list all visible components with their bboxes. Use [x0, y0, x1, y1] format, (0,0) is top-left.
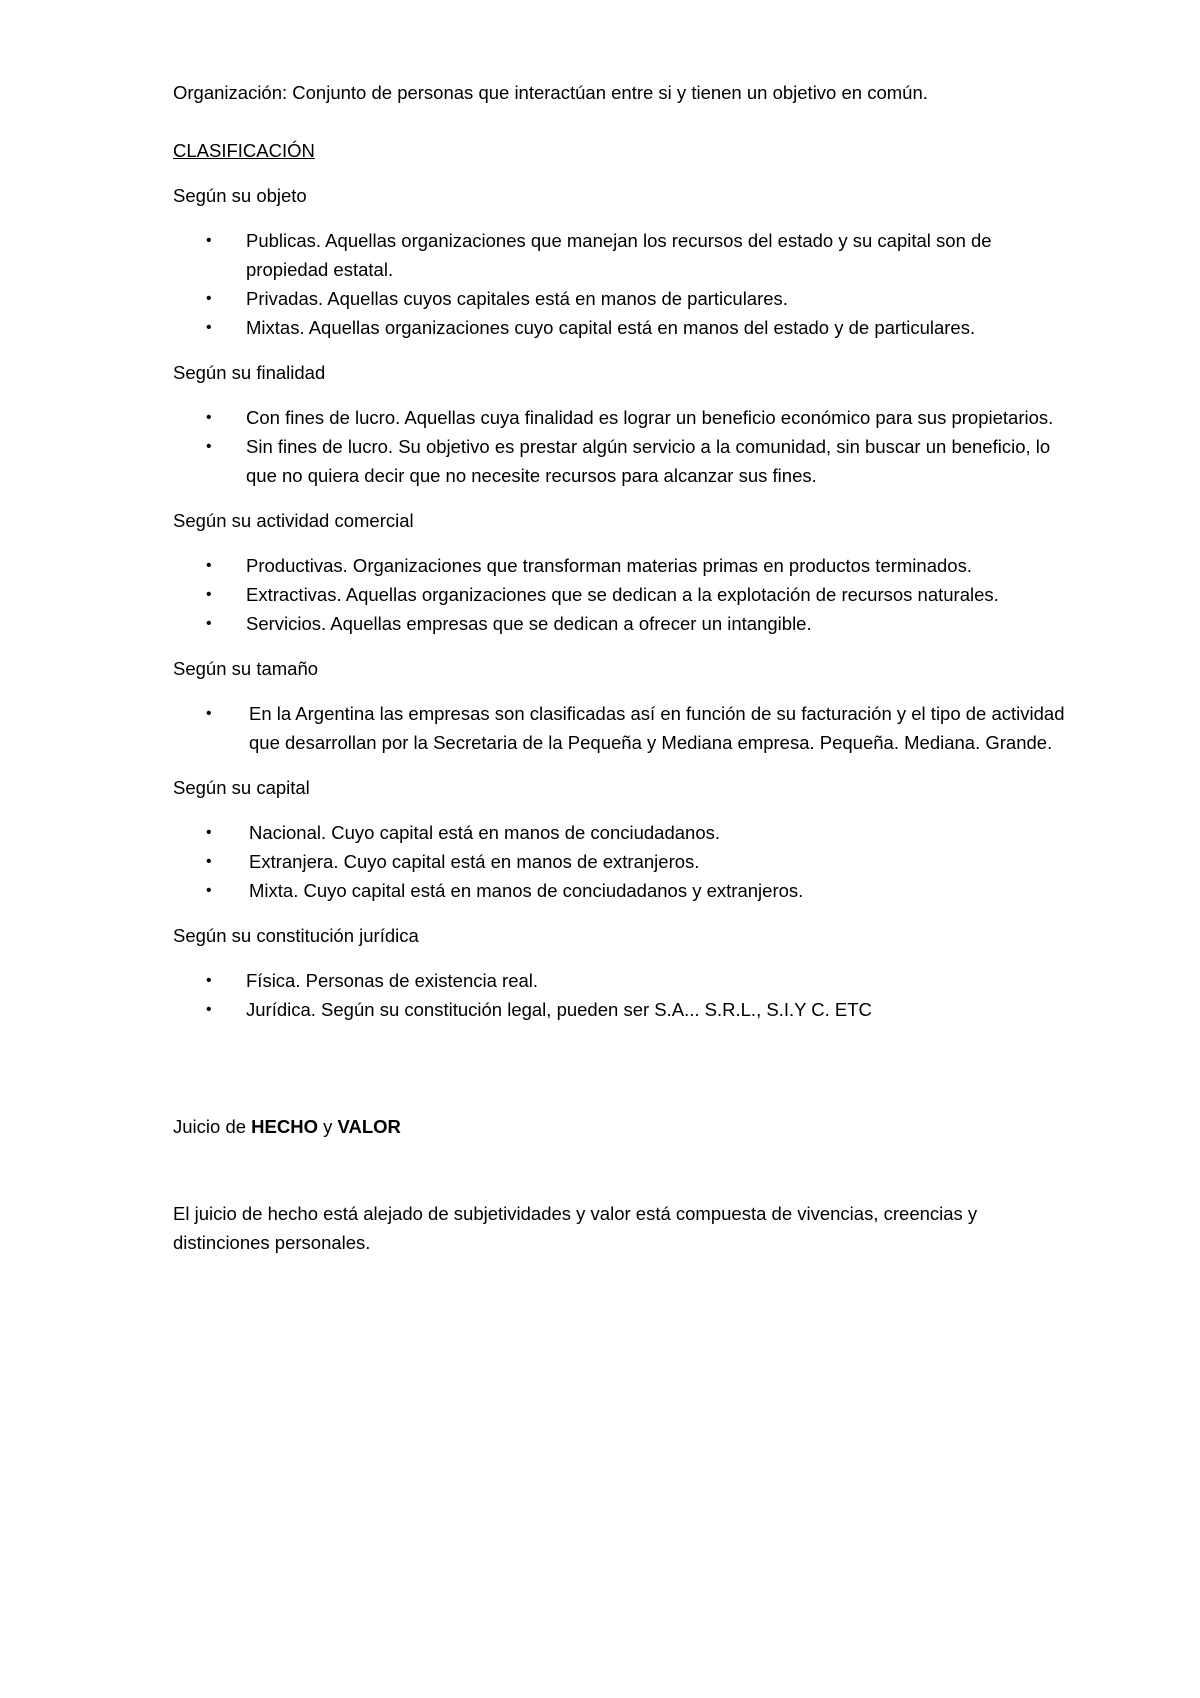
- bullet-list-capital: [173, 818, 1073, 905]
- section-title-finalidad: Según su finalidad: [173, 362, 326, 383]
- judgement-paragraph: El juicio de hecho está alejado de subjetividades y valor está compuesta de vivencias, creencias y distinciones personales.: [173, 1203, 978, 1253]
- list-item: • Mixta. Cuyo capital está en manos de conciudadanos y extranjeros.: [173, 876, 1073, 905]
- list-item: • Servicios. Aquellas empresas que se dedican a ofrecer un intangible.: [173, 609, 1073, 638]
- list-item: • Extranjera. Cuyo capital está en manos de extranjeros.: [173, 847, 1073, 876]
- list-item: • En la Argentina las empresas son clasificadas así en función de su facturación y el tipo de actividad que desarrollan por la Secretaria de la Pequeña y Mediana empresa. Pequeña. Mediana. Grande.: [173, 699, 1073, 757]
- list-item: • Jurídica. Según su constitución legal, pueden ser S.A... S.R.L., S.I.Y C. ETC: [173, 995, 1073, 1024]
- section-title-capital: Según su capital: [173, 777, 310, 798]
- bullet-list-constitucion: [173, 966, 1073, 1024]
- bullet-list-tamano: [173, 699, 1073, 757]
- section-title-objeto: Según su objeto: [173, 185, 307, 206]
- bullet-icon: •: [206, 882, 212, 899]
- classification-heading: CLASIFICACIÓN: [173, 140, 315, 161]
- bullet-icon: •: [206, 557, 212, 574]
- document-page: [173, 78, 1073, 1257]
- bullet-icon: •: [206, 972, 212, 989]
- bullet-icon: •: [206, 705, 212, 722]
- bullet-icon: •: [206, 824, 212, 841]
- bullet-list-finalidad: [173, 403, 1073, 490]
- list-item: • Física. Personas de existencia real.: [173, 966, 1073, 995]
- list-item: • Extractivas. Aquellas organizaciones que se dedican a la explotación de recursos naturales.: [173, 580, 1073, 609]
- list-item: • Privadas. Aquellas cuyos capitales está en manos de particulares.: [173, 284, 1073, 313]
- list-item: • Sin fines de lucro. Su objetivo es prestar algún servicio a la comunidad, sin buscar un beneficio, lo que no quiera decir que no necesite recursos para alcanzar sus fines.: [173, 432, 1073, 490]
- list-item: • Publicas. Aquellas organizaciones que manejan los recursos del estado y su capital son de propiedad estatal.: [173, 226, 1073, 284]
- section-title-tamano: Según su tamaño: [173, 658, 319, 679]
- bullet-icon: •: [206, 232, 212, 249]
- bullet-icon: •: [206, 586, 212, 603]
- bullet-icon: •: [206, 853, 212, 870]
- bullet-list-objeto: [173, 226, 1073, 342]
- bullet-icon: •: [206, 290, 212, 307]
- list-item: • Nacional. Cuyo capital está en manos de conciudadanos.: [173, 818, 1073, 847]
- list-item: • Productivas. Organizaciones que transforman materias primas en productos terminados.: [173, 551, 1073, 580]
- list-item: • Con fines de lucro. Aquellas cuya finalidad es lograr un beneficio económico para sus propietarios.: [173, 403, 1073, 432]
- bold-hecho: HECHO: [251, 1116, 318, 1137]
- bullet-icon: •: [206, 438, 212, 455]
- intro-paragraph: Organización: Conjunto de personas que interactúan entre si y tienen un objetivo en común.: [173, 82, 928, 103]
- blank-space: [173, 1040, 1073, 1112]
- bullet-icon: •: [206, 1001, 212, 1018]
- section-title-actividad: Según su actividad comercial: [173, 510, 414, 531]
- bullet-icon: •: [206, 615, 212, 632]
- bullet-list-actividad: [173, 551, 1073, 638]
- judgement-title: Juicio de HECHO y VALOR: [173, 1116, 401, 1137]
- bullet-icon: •: [206, 319, 212, 336]
- bold-valor: VALOR: [337, 1116, 401, 1137]
- list-item: • Mixtas. Aquellas organizaciones cuyo capital está en manos del estado y de particulares.: [173, 313, 1073, 342]
- section-title-constitucion: Según su constitución jurídica: [173, 925, 419, 946]
- bullet-icon: •: [206, 409, 212, 426]
